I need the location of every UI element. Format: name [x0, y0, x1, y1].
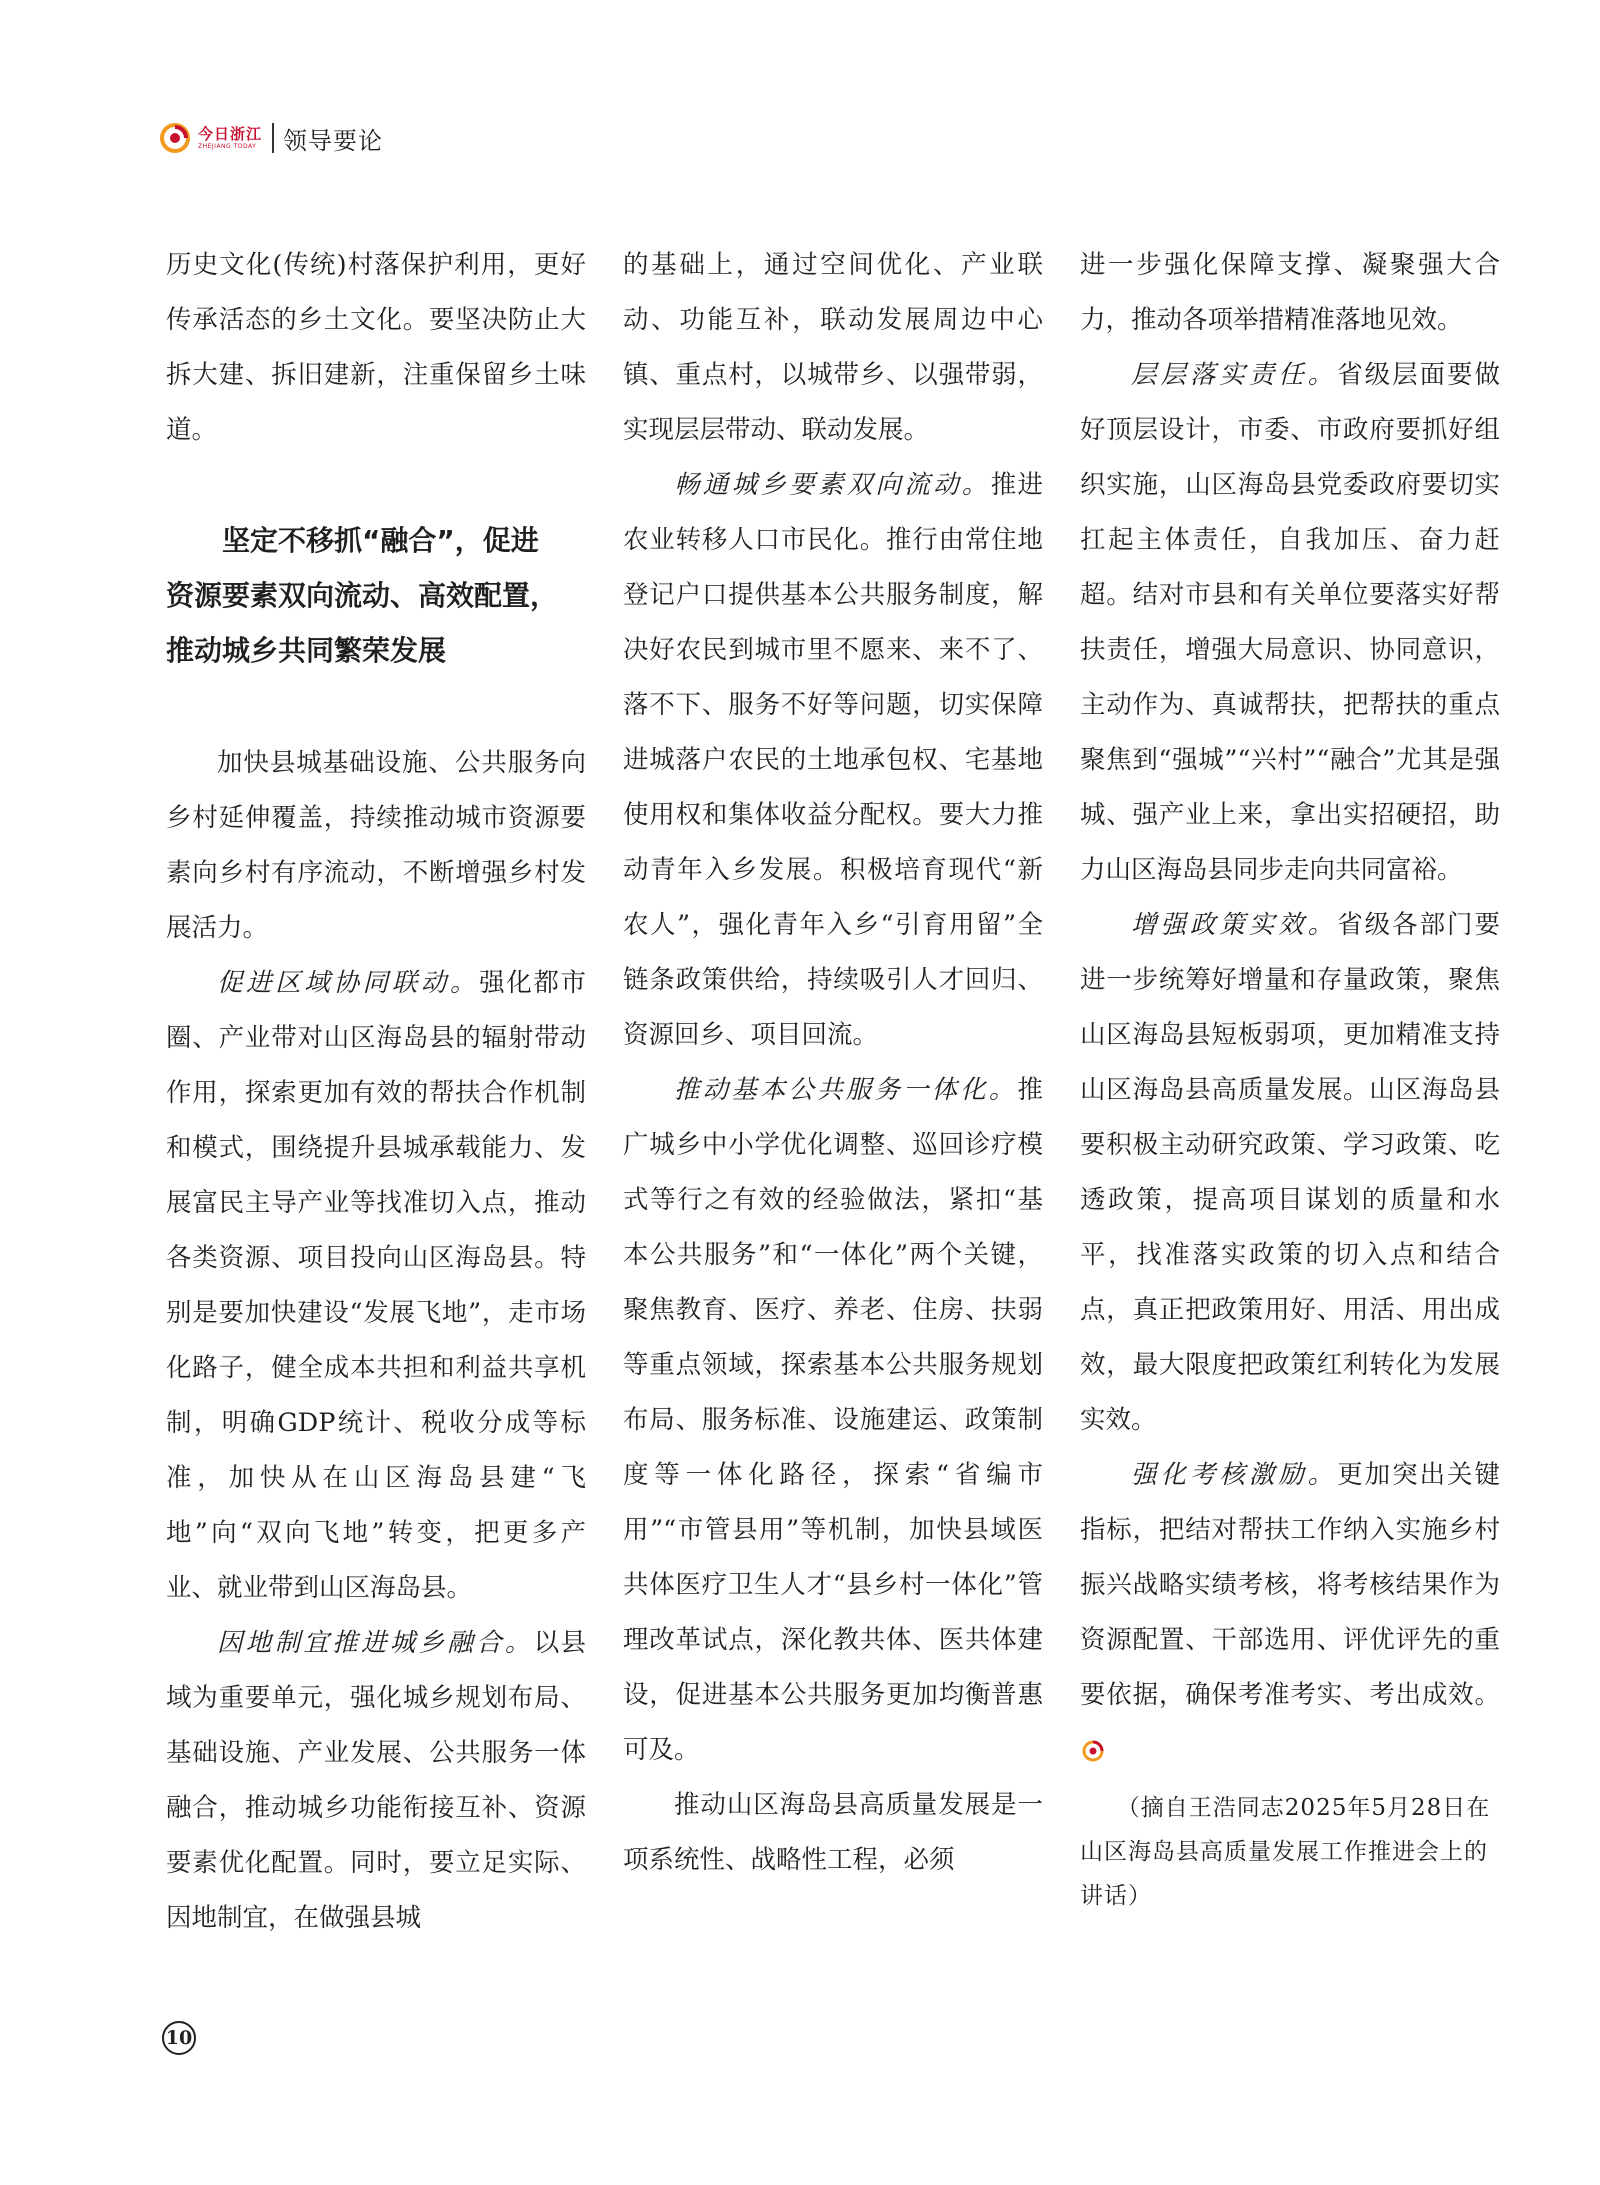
paragraph: [1080, 348, 1500, 898]
paragraph-lead: 推动基本公共服务一体化。: [674, 1075, 1018, 1105]
heading-line-2: 资源要素双向流动、高效配置，: [166, 579, 559, 612]
paragraph: 进一步强化保障支撑、凝聚强大合力，推动各项举措精准落地见效。: [1080, 250, 1500, 335]
paragraph-lead: 强化考核激励。: [1131, 1460, 1338, 1490]
paragraph-lead: 畅通城乡要素双向流动。: [674, 470, 991, 500]
paragraph: 推动山区海岛县高质量发展是一项系统性、战略性工程，必须: [623, 1790, 1043, 1875]
paragraph-lead: 层层落实责任。: [1131, 360, 1338, 390]
paragraph: 加快县城基础设施、公共服务向乡村延伸覆盖，持续推动城市资源要素向乡村有序流动，不断增强乡村发展活力。: [166, 748, 586, 943]
paragraph: [166, 1616, 586, 1946]
paragraph: 历史文化(传统)村落保护利用，更好传承活态的乡土文化。要坚决防止大拆大建、拆旧建新，注重保留乡土味道。: [166, 250, 586, 445]
paragraph: [1080, 898, 1500, 1448]
paragraph-body: 更加突出关键指标，把结对帮扶工作纳入实施乡村振兴战略实绩考核，将考核结果作为资源配置、干部选用、评优评先的重要依据，确保考准考实、考出成效。: [1080, 1460, 1500, 1710]
logo-english: ZHEJIANG TODAY: [198, 142, 257, 150]
paragraph: [166, 956, 586, 1616]
column-3: [1080, 238, 1500, 1918]
source-note: （摘自王浩同志2025年5月28日在山区海岛县高质量发展工作推进会上的讲话）: [1080, 1795, 1491, 1909]
spacer: [1080, 1778, 1500, 1786]
page-number: 10: [162, 2021, 196, 2055]
page-header: [160, 118, 383, 158]
header-divider: [272, 123, 274, 153]
column-2: [623, 238, 1043, 1888]
paragraph: 的基础上，通过空间优化、产业联动、功能互补，联动发展周边中心镇、重点村，以城带乡、以强带弱，实现层层带动、联动发展。: [623, 250, 1043, 445]
paragraph-lead: 因地制宜推进城乡融合。: [217, 1628, 534, 1658]
zhejiang-today-logo-icon: [160, 123, 190, 153]
section-heading: [166, 513, 586, 678]
spacer: [166, 458, 586, 513]
section-title: 领导要论: [283, 126, 384, 155]
paragraph-body: 强化都市圈、产业带对山区海岛县的辐射带动作用，探索更加有效的帮扶合作机制和模式，围绕提升县城承载能力、发展富民主导产业等找准切入点，推动各类资源、项目投向山区海岛县。特别是要加快建设“发展飞地”，走市场化路子，健全成本共担和利益共享机制，明确GDP统计、税收分成等标准，加快从在山区海岛县建“飞地”向“双向飞地”转变，把更多产业、就业带到山区海岛县。: [166, 968, 586, 1603]
spacer: [166, 678, 586, 736]
paragraph-body: 省级各部门要进一步统筹好增量和存量政策，聚焦山区海岛县短板弱项，更加精准支持山区海岛县高质量发展。山区海岛县要积极主动研究政策、学习政策、吃透政策，提高项目谋划的质量和水平，找准落实政策的切入点和结合点，真正把政策用好、用活、用出成效，最大限度把政策红利转化为发展实效。: [1080, 910, 1500, 1435]
logo-chinese: 今日浙江: [198, 124, 263, 143]
end-mark-icon: [1082, 1740, 1104, 1762]
paragraph: [623, 1063, 1043, 1778]
column-1: [166, 238, 586, 1946]
paragraph-lead: 促进区域协同联动。: [217, 968, 480, 998]
paragraph-body: 省级层面要做好顶层设计，市委、市政府要抓好组织实施，山区海岛县党委政府要切实扛起主体责任，自我加压、奋力赶超。结对市县和有关单位要落实好帮扶责任，增强大局意识、协同意识，主动作为、真诚帮扶，把帮扶的重点聚焦到“强城”“兴村”“融合”尤其是强城、强产业上来，拿出实招硬招，助力山区海岛县同步走向共同富裕。: [1080, 360, 1500, 885]
paragraph-lead: 增强政策实效。: [1131, 910, 1338, 940]
paragraph-body: 推广城乡中小学优化调整、巡回诊疗模式等行之有效的经验做法，紧扣“基本公共服务”和“一体化”两个关键，聚焦教育、医疗、养老、住房、扶弱等重点领域，探索基本公共服务规划布局、服务标准、设施建运、政策制度等一体化路径，探索“省编市用”“市管县用”等机制，加快县域医共体医疗卫生人才“县乡村一体化”管理改革试点，深化教共体、医共体建设，促进基本公共服务更加均衡普惠可及。: [623, 1075, 1043, 1765]
logo-text: [198, 124, 263, 150]
paragraph-body: 推进农业转移人口市民化。推行由常住地登记户口提供基本公共服务制度，解决好农民到城市里不愿来、来不了、落不下、服务不好等问题，切实保障进城落户农民的土地承包权、宅基地使用权和集体收益分配权。要大力推动青年入乡发展。积极培育现代“新农人”，强化青年入乡“引育用留”全链条政策供给，持续吸引人才回归、资源回乡、项目回流。: [623, 470, 1043, 1050]
paragraph: [1080, 1448, 1500, 1778]
heading-line-3: 推动城乡共同繁荣发展: [166, 634, 447, 667]
heading-line-1: 坚定不移抓“融合”，促进: [222, 524, 539, 557]
paragraph: [623, 458, 1043, 1063]
paragraph-body: 以县域为重要单元，强化城乡规划布局、基础设施、产业发展、公共服务一体融合，推动城乡功能衔接互补、资源要素优化配置。同时，要立足实际、因地制宜，在做强县城: [166, 1628, 586, 1933]
